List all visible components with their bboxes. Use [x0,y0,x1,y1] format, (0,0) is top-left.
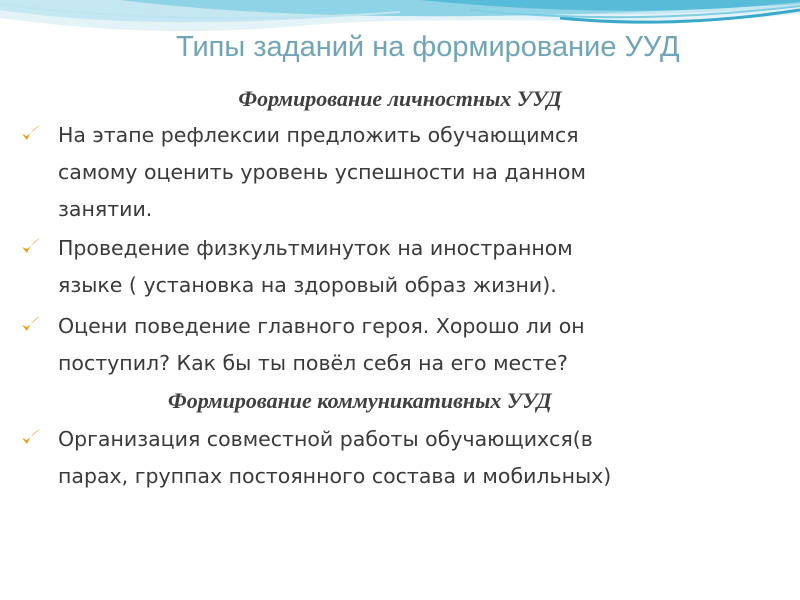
bullet-text-line: поступил? Как бы ты повёл себя на его месте? [58,351,568,375]
bullet-text-line: самому оценить уровень успешности на данном [58,160,586,184]
bullet-text-line: занятии. [58,197,153,221]
bullet-text-line: Проведение физкультминуток на иностранном [58,236,573,260]
check-mark-icon [20,235,42,257]
check-mark-icon [20,313,42,335]
check-mark-icon [20,122,42,144]
bullet-text-line: Оцени поведение главного героя. Хорошо ли он [58,314,585,338]
section-heading-communicative: Формирование коммуникативных УУД [168,388,552,413]
section-heading-personal: Формирование личностных УУД [238,86,562,111]
bullet-text-line: Организация совместной работы обучающихся(в [58,427,593,451]
bullet-text-line: парах, группах постоянного состава и мобильных) [58,464,612,488]
bullet-text-line: языке ( установка на здоровый образ жизни). [58,273,557,297]
slide-title: Типы заданий на формирование УУД [176,31,680,63]
check-mark-icon [20,426,42,448]
bullet-text-line: На этапе рефлексии предложить обучающимся [58,123,579,147]
